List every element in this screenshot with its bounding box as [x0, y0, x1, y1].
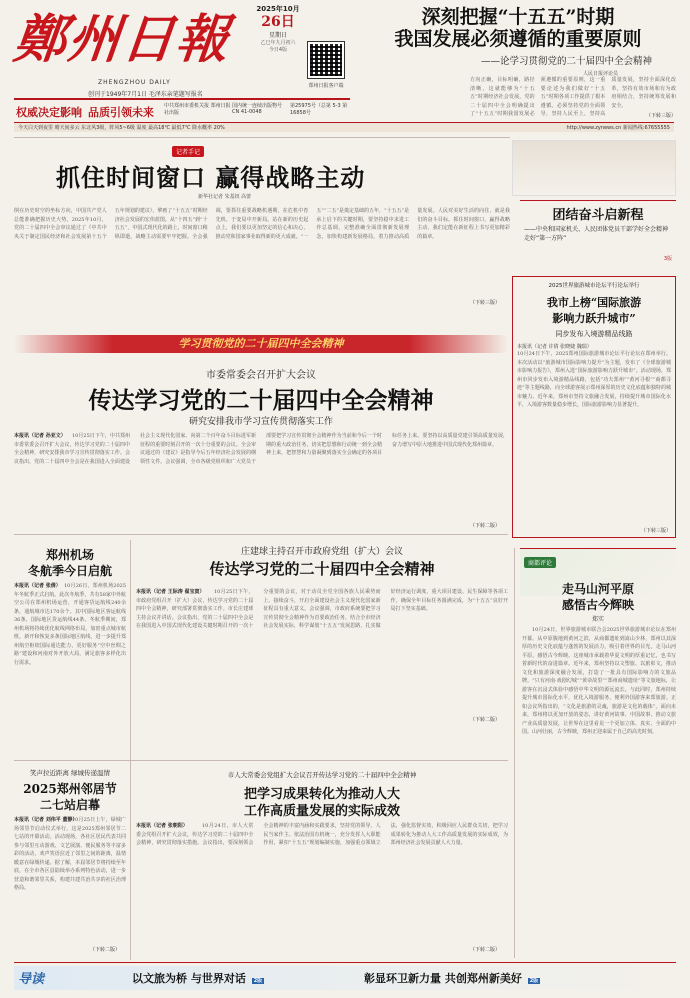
- cn-number: 国内统一连续出版物号 CN 41-0048: [232, 103, 283, 115]
- headline3-byline: 本报讯（记者 王际涛 翟宝寅）: [136, 589, 205, 595]
- weather-strip: [14, 122, 674, 132]
- guide-item-2[interactable]: [364, 970, 540, 986]
- date-day: 26日: [261, 14, 295, 30]
- guide-item-1-page: 2版: [253, 978, 263, 984]
- editorial-title[interactable]: 抓住时间窗口 赢得战略主动: [56, 163, 366, 192]
- headline3-more[interactable]: （下转二版）: [470, 717, 501, 723]
- rightbox1-subtitle: ——中央和国家机关、人民团体党员干部学好全会精神走好“第一方阵”: [524, 226, 669, 242]
- headline2-kicker: 市委常委会召开扩大会议: [206, 370, 316, 381]
- headline3-kicker: 庄建球主持召开市政府党组（扩大）会议: [240, 547, 403, 557]
- slogan-2: 品质引领未来: [88, 106, 154, 119]
- lunar-date: 乙巳年九月初六: [260, 40, 296, 46]
- guide-item-1-text[interactable]: 以文旅为桥 与世界对话: [132, 972, 246, 985]
- rightbox1: [520, 200, 676, 264]
- qr-caption: 郑州日报客户端: [308, 83, 344, 89]
- rightbox2-more[interactable]: （下转三版）: [640, 528, 671, 534]
- rightbox2-byline: 本报讯（记者 许倩 张晓婕 魏瑞）: [517, 344, 592, 350]
- rightbox2: [512, 276, 676, 538]
- headline1-title-2[interactable]: 我国发展必须遵循的重要原则: [394, 28, 642, 50]
- editorial-byline: 新华社记者 朱基钗 高蕾: [198, 194, 252, 200]
- headline1-byline: 人民日报评论员: [582, 71, 618, 77]
- sponsor-line: 中共郑州市委机关报 郑州日报社出版: [164, 103, 231, 116]
- school-byline: 本报讯（记者 刘伟平 董静）: [14, 817, 78, 823]
- issue-pages: 今日4版: [268, 47, 288, 53]
- rightbox1-title[interactable]: 团结奋斗启新程: [552, 208, 644, 223]
- column-tag: 商都评论: [524, 557, 556, 568]
- column-title-1[interactable]: 走马山河平原: [561, 582, 634, 596]
- divider: [14, 534, 508, 535]
- headline4-body: 10月24日，市人大常委会党组召开扩大会议，传达学习党的二十届四中全会精神，研究贯彻落实措施。会议指出，要深刻领会全会精神的丰富内涵和实践要求，坚持党的领导、人民当家作主、依法治国有机统一，充分发挥人大职能作用，紧扣“十五五”规划编制实施，加强重点领域立法，强化监督实效，积极回应人民群众关切，把学习成果转化为推动人大工作高质量发展的实际成效，为郑州经济社会发展贡献人大力量。: [136, 823, 508, 846]
- headline4-byline: 本报讯（记者 张朝阳）: [136, 823, 188, 829]
- headline1-title-1[interactable]: 深刻把握“十五五”时期: [421, 6, 615, 28]
- column-body: 10月24日，世界旅游城市联合会2025世界旅游城市论坛在郑州开幕。从中原腹地到黄河之滨，从商都遗址到嵩山少林，郑州以其深厚的历史文化底蕴与蓬勃的发展活力，吸引着世界的目光。走马山河平原，感悟古今辉映。这座城市承载着华夏文明的厚重记忆，也书写着新时代的奋进篇章。近年来，郑州坚持以文塑旅、以旅彰文，推动文化和旅游深度融合发展，打造了一批具有国际影响力的文旅品牌。“只有河南·戏剧幻城”“黄帝故里”“郑州商城遗址”等文旅地标，让游客在沉浸式体验中感悟中华文明的源远流长。与此同时，郑州持续提升城市国际化水平，优化入境游服务，便利外国游客来郑旅游。正如会议所指出的，“文化是旅游的灵魂，旅游是文化的载体”。面向未来，郑州将以更加开放的姿态，讲好黄河故事、中国故事，推动文旅产业高质量发展，让世界在这里看见一个更加立体、真实、全面的中国。山河壮丽，古今辉映，郑州正迎来属于自己的高光时刻。: [522, 627, 676, 735]
- weather-text: 今天白天到夜里 晴天间多云 东北风3级，阵风5~6级 温度 最高18℃ 最低7℃ 降水概率 20%: [18, 125, 225, 131]
- masthead-logo: 鄭州日報: [10, 9, 234, 70]
- editorial-more[interactable]: （下转三版）: [470, 300, 501, 306]
- headline4-title-1[interactable]: 把学习成果转化为推动人大: [243, 787, 400, 802]
- school-title-2[interactable]: 二七站启幕: [39, 798, 100, 812]
- headline1-more[interactable]: （下转三版）: [645, 113, 676, 119]
- school-title-1[interactable]: 2025郑州邻居节: [23, 782, 117, 796]
- website-text[interactable]: http://www.zynews.cn 新闻热线:67655555: [566, 125, 670, 131]
- slogan-1: 权威决定影响: [16, 106, 82, 119]
- rightbox1-page: 3版: [663, 256, 672, 262]
- rightbox2-title-2[interactable]: 影响力跃升城市”: [552, 312, 636, 325]
- masthead-rule: [14, 98, 350, 100]
- guide-strip: [14, 966, 676, 990]
- headline2-subtitle: 研究安排我市学习宣传贯彻落实工作: [188, 417, 333, 427]
- study-banner-text: 学习贯彻党的二十届四中全会精神: [178, 337, 344, 350]
- founded-line: 创刊于1949年7月1日 毛泽东亲笔题写报名: [88, 91, 203, 98]
- headline4-kicker: 市人大常委会党组扩大会议召开传达学习党的二十届四中全会精神: [227, 771, 417, 779]
- school-body: 10月25日上午，绿城广场邻里节启动仪式举行，这是2025郑州邻居节二七站的开幕活动。活动现场，各社区居民代表共同参与邻里互动游戏、文艺展演、便民服务等丰富多彩的活动，欢声笑语拉近了邻里之间的距离，温情暖意在绿城传递。据了解，本届邻居节将持续至年底，在全市各区县陆续举办系列特色活动，进一步营造和谐邻里关系，构建共建共治共享的社区治理格局。: [14, 817, 126, 891]
- masthead-pinyin: ZHENGZHOU DAILY: [98, 79, 171, 86]
- rightbox2-body: 10月24日下午，2025郑州国际旅游城市论坛平行论坛在郑州举行。本次活动以“旅游城市国际影响力提升”为主题，发布了《全球旅游城市影响力报告》，郑州入选“国际旅游影响力跃升城市”。活动现场，郑州市同步发布入境游精品线路，包括“功夫郑州”“黄河寻根”“商都寻迹”等主题线路，向全球游客展示郑州深厚的历史文化底蕴和独特的城市魅力。近年来，郑州市坚持文旅融合发展，持续提升城市国际化水平，入境游客数量稳步增长，国际旅游影响力显著提升。: [517, 351, 671, 408]
- daily-number: 第25975号（总第 5-3 第 16858号: [290, 103, 348, 116]
- airport-body: 10月26日，郑州机场2025年冬航季正式启航。此次冬航季，共有58家中外航空公司在郑州机场运营，开通客货运航线240余条，通航城市达170余个。其中国际地区客运航线36条，国际地区货运航线44条。冬航季期间，郑州机场将持续优化航线网络布局，加密重点城市航班，新开和恢复多条国际地区航线，进一步提升郑州航空枢纽国际通达能力，更好服务“空中丝绸之路”建设和河南对外开放大局，满足旅客多样化出行需求。: [14, 583, 126, 666]
- headline2-more[interactable]: （下转二版）: [470, 523, 501, 529]
- bottom-rule: [14, 962, 676, 963]
- school-kicker: 笑声拉近距离 绿城传递温情: [29, 769, 111, 777]
- rightbox2-subtitle: 同步发布入境游精品线路: [555, 330, 633, 338]
- headline2-title[interactable]: 传达学习党的二十届四中全会精神: [88, 387, 434, 414]
- airport-title-1[interactable]: 郑州机场: [45, 548, 94, 562]
- headline1-subtitle: ——论学习贯彻党的二十届四中全会精神: [480, 56, 652, 67]
- study-banner: [14, 335, 508, 353]
- column-author: 郑实: [591, 616, 604, 623]
- divider: [130, 540, 131, 960]
- editorial-body: 倒在历史时空的坐标方向，中国共产党人总能准确把握历史大势。2025年10月，党的二十届四中全会审议通过了《中共中央关于制定国民经济和社会发展第十五个五年规划的建议》，擘画了“十五五”时期经济社会发展的宏伟蓝图。从“十四五”到“十五五”，中国式现代化的路上，时间窗口稍纵即逝，战略主动需要牢牢把握。全会强调，要抓住重要战略机遇期，在危机中育先机、于变局中开新局。站在新的历史起点上，我们要以更加坚定的信心和决心，推动党和国家事业取得新的更大成就。“一五”“二五”是奠定基础的五年，“十五五”是承上启下的关键时期，要坚持稳中求进工作总基调，完整准确全面贯彻新发展理念，加快构建新发展格局，着力推动高质量发展。人民对美好生活的向往，就是我们的奋斗目标。抓住时间窗口，赢得战略主动，我们定能在新征程上书写更加精彩的篇章。: [14, 208, 510, 240]
- weekday: 星期日: [268, 32, 287, 39]
- school-more[interactable]: （下转二版）: [90, 947, 121, 953]
- headline2-byline: 本报讯（记者 孙亚文）: [14, 433, 66, 439]
- divider: [14, 760, 508, 761]
- headline3-title[interactable]: 传达学习党的二十届四中全会精神: [209, 560, 435, 578]
- headline4-title-2[interactable]: 工作高质量发展的实际成效: [243, 804, 400, 819]
- headline3-body: 10月25日下午，市政府党组召开（扩大）会议，传达学习党的二十届四中全会精神，研究部署贯彻落实工作。市长庄建球主持会议并讲话。会议指出，党的二十届四中全会是在我国进入中国式现代化建设关键时期召开的一次十分重要的会议，对于动员全党全国各族人民乘势而上、接续奋斗，开启全面建设社会主义现代化国家新征程具有重大意义。会议强调，市政府系统要把学习宣传贯彻全会精神作为首要政治任务，结合全市经济社会发展实际，科学谋划“十五五”发展思路，扎实做好经济运行调度、重大项目建设、民生保障等各项工作，确保全年目标任务圆满完成，为“十五五”良好开局打下坚实基础。: [136, 589, 508, 629]
- headline4-more[interactable]: （下转二版）: [470, 947, 501, 953]
- headline2-body: 10月25日下午，中共郑州市委常委会召开扩大会议，传达学习党的二十届四中全会精神，研究安排我市学习宣传贯彻落实工作。会议指出，党的二十届四中全会是在我国进入全面建设社会主义现代化国家、向第二个百年奋斗目标进军新征程的重要时刻召开的一次十分重要的会议。全会审议通过的《建议》是指导今后五年经济社会发展的纲领性文件。会议强调，全市各级党组织和广大党员干部要把学习宣传贯彻全会精神作为当前和今后一个时期的重大政治任务，切实把思想和行动统一到全会精神上来，把智慧和力量凝聚到落实全会确定的各项目标任务上来。要坚持以高质量党建引领高质量发展，奋力谱写中原大地推进中国式现代化郑州篇章。: [14, 433, 508, 465]
- divider: [14, 137, 510, 138]
- divider: [514, 548, 515, 958]
- decor-image: [512, 140, 676, 196]
- headline1-box: [360, 4, 676, 120]
- qr-code[interactable]: [308, 42, 344, 78]
- date-year-month: 2025年10月: [256, 5, 300, 13]
- guide-item-2-page: 2版: [529, 978, 539, 984]
- rightbox2-kicker: 2025世界旅游城市论坛平行论坛举行: [548, 283, 640, 289]
- guide-item-1[interactable]: [132, 970, 264, 986]
- guide-label: 导读: [18, 972, 45, 987]
- airport-byline: 本报讯（记者 张倩）: [14, 583, 61, 589]
- guide-item-2-text[interactable]: 彰显环卫新力量 共创郑州新美好: [364, 972, 522, 985]
- date-block: [252, 4, 304, 53]
- editorial-tag: 记者手记: [172, 146, 204, 157]
- column-title-2[interactable]: 感悟古今辉映: [561, 598, 634, 612]
- airport-title-2[interactable]: 冬航季今日启航: [27, 564, 112, 578]
- headline1-body: 方向正确，目标明确，路径清晰，这就能够为“十五五”时期经济社会发展，党的二十届四中全会明确提出了“十五五”时期我国发展必须遵循的重要原则，这一重要论述为我们做好“十五五”时期各项工作提供了根本遵循。必须坚持党的全面领导，坚持人民至上，坚持高质量发展，坚持全面深化改革，坚持有效市场和有为政府相结合，坚持统筹发展和安全。: [470, 77, 676, 117]
- rightbox2-title-1[interactable]: 我市上榜“国际旅游: [546, 296, 642, 309]
